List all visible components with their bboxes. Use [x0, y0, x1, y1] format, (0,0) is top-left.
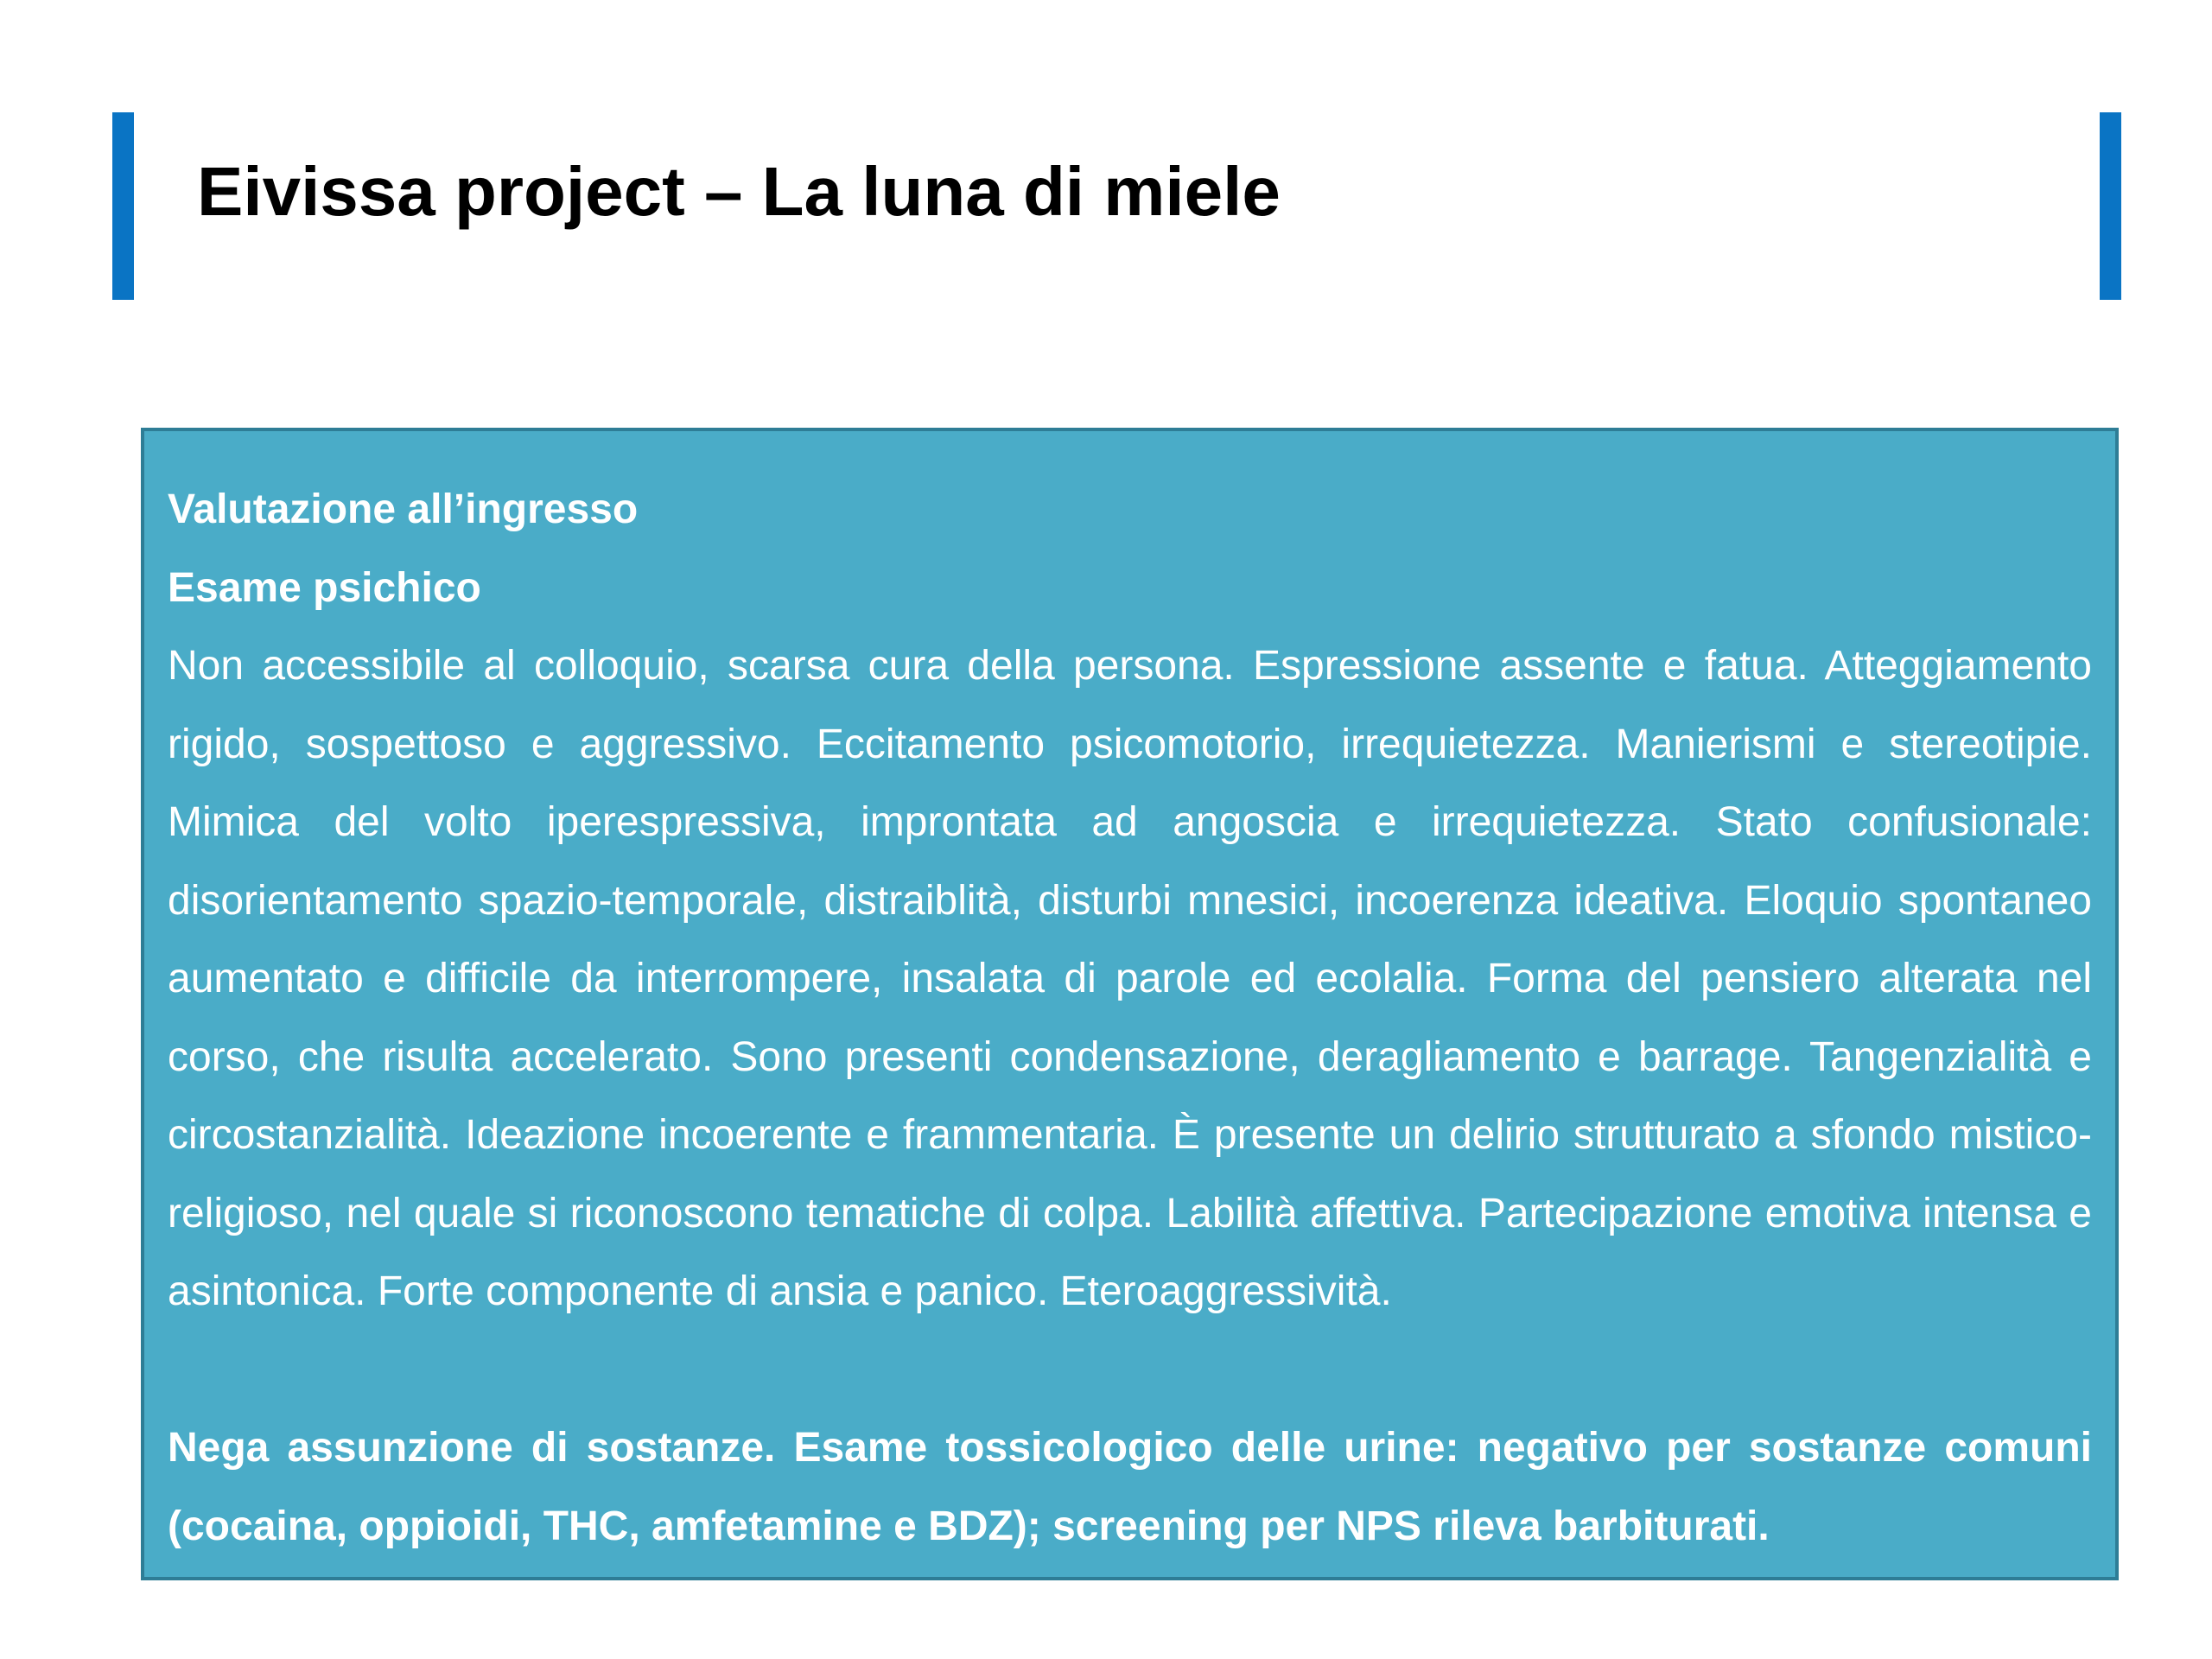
left-accent-bar [112, 112, 134, 300]
slide-title: Eivissa project – La luna di miele [197, 153, 1281, 230]
right-accent-bar [2100, 112, 2121, 300]
content-box [141, 428, 2119, 1580]
spacer [168, 1332, 2092, 1410]
heading-esame-psichico: Esame psichico [168, 564, 481, 611]
esame-psichico-paragraph: Non accessibile al colloquio, scarsa cura della persona. Espressione assente e fatua. Atteggiamento rigido, sospettoso e aggressivo. Eccitamento psicomotorio, irrequietezza. Manierismi e stereotipie. Mimica del volto iperespressiva, improntata ad angoscia e irrequietezza. Stato confusionale: disorientamento spazio-temporale, distraiblità, disturbi mnesici, incoerenza ideativa. Eloquio spontaneo aumentato e difficile da interrompere, insalata di parole ed ecolalia. Forma del pensiero alterata nel corso, che risulta accelerato. Sono presenti condensazione, deragliamento e barrage. Tangenzialità e circostanzialità. Ideazione incoerente e frammentaria. È presente un delirio strutturato a sfondo mistico-religioso, nel quale si riconoscono tematiche di colpa. Labilità affettiva. Partecipazione emotiva intensa e asintonica. Forte componente di ansia e panico. Eteroaggressività. [168, 643, 2092, 1314]
heading-valutazione: Valutazione all’ingresso [168, 486, 639, 532]
toxicology-paragraph: Nega assunzione di sostanze. Esame tossicologico delle urine: negativo per sostanze comuni (cocaina, oppioidi, THC, amfetamine e BDZ); screening per NPS rileva barbiturati. [168, 1425, 2092, 1549]
